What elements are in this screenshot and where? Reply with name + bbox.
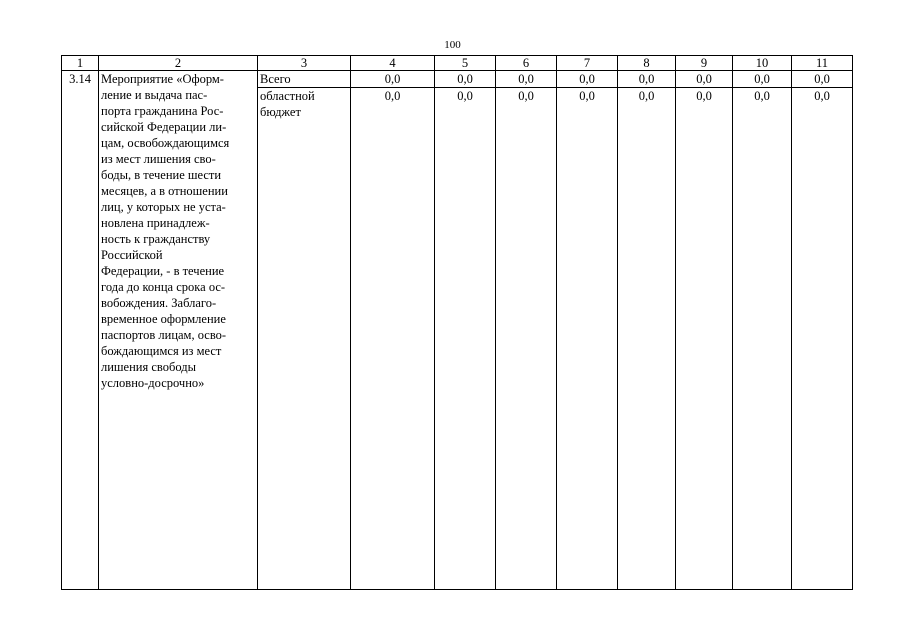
- description-line: новлена принадлеж-: [101, 216, 210, 230]
- value-cell: 0,0: [676, 88, 733, 590]
- description-line: Российской: [101, 248, 163, 262]
- description-line: сийской Федерации ли-: [101, 120, 227, 134]
- description-line: боды, в течение шести: [101, 168, 222, 182]
- value-cell: 0,0: [435, 88, 496, 590]
- header-row: [62, 56, 853, 71]
- column-header: 3: [258, 56, 351, 71]
- description-line: лишения свободы: [101, 360, 196, 374]
- column-header: 10: [733, 56, 792, 71]
- description-line: года до конца срока ос-: [101, 280, 226, 294]
- description-line: Федерации, - в течение: [101, 264, 225, 278]
- page-number: 100: [444, 39, 461, 51]
- budget-table: [61, 55, 853, 590]
- description-line: ление и выдача пас-: [101, 88, 208, 102]
- column-header: 8: [618, 56, 676, 71]
- description-line: бождающимся из мест: [101, 344, 222, 358]
- description-line: лиц, у которых не уста-: [101, 200, 226, 214]
- value-cell: 0,0: [792, 88, 853, 590]
- value-cell: 0,0: [733, 88, 792, 590]
- funding-source-line: бюджет: [260, 105, 301, 119]
- description-line: временное оформление: [101, 312, 226, 326]
- description-line: условно-досрочно»: [101, 376, 205, 390]
- column-header: 6: [496, 56, 557, 71]
- value-cell: 0,0: [351, 71, 435, 88]
- table-row: [62, 71, 853, 88]
- column-header: 7: [557, 56, 618, 71]
- value-cell: 0,0: [557, 88, 618, 590]
- value-cell: 0,0: [676, 71, 733, 88]
- column-header: 1: [62, 56, 99, 71]
- measure-description: [99, 71, 258, 590]
- value-cell: 0,0: [435, 71, 496, 88]
- value-cell: 0,0: [351, 88, 435, 590]
- column-header: 2: [99, 56, 258, 71]
- description-line: порта гражданина Рос-: [101, 104, 224, 118]
- value-cell: 0,0: [733, 71, 792, 88]
- value-cell: 0,0: [618, 88, 676, 590]
- value-cell: 0,0: [792, 71, 853, 88]
- column-header: 5: [435, 56, 496, 71]
- value-cell: 0,0: [618, 71, 676, 88]
- description-line: ность к гражданству: [101, 232, 211, 246]
- value-cell: 0,0: [496, 88, 557, 590]
- column-header: 11: [792, 56, 853, 71]
- description-line: месяцев, а в отношении: [101, 184, 228, 198]
- description-line: цам, освобождающимся: [101, 136, 230, 150]
- measure-code: 3.14: [62, 71, 99, 590]
- column-header: 9: [676, 56, 733, 71]
- description-line: Мероприятие «Оформ-: [101, 72, 224, 86]
- funding-source-line: областной: [260, 89, 315, 103]
- funding-source-total: Всего: [258, 71, 351, 88]
- description-line: вобождения. Заблаго-: [101, 296, 217, 310]
- value-cell: 0,0: [557, 71, 618, 88]
- funding-source-regional: [258, 88, 351, 590]
- description-line: из мест лишения сво-: [101, 152, 216, 166]
- column-header: 4: [351, 56, 435, 71]
- description-line: паспортов лицам, осво-: [101, 328, 227, 342]
- value-cell: 0,0: [496, 71, 557, 88]
